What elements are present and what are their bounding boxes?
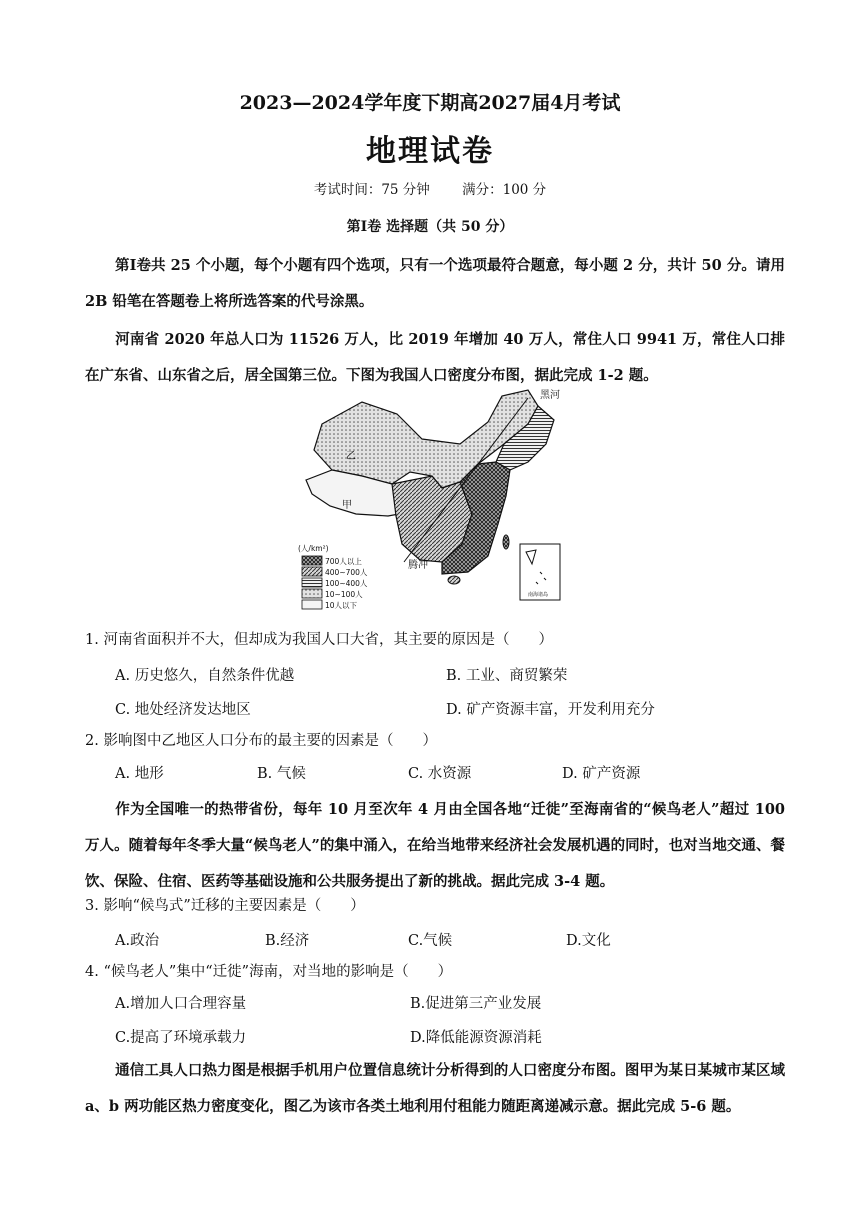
question-4-option-d: D.降低能源资源消耗	[410, 1030, 542, 1046]
intro-paragraph-2	[85, 792, 785, 900]
intro-text-1: 河南省 2020 年总人口为 11526 万人，比 2019 年增加 40 万人，常住人口 9941 万，常住人口排在广东省、山东省之后，居全国第三位。下图为我国人口密度分布图，据此完成 1-2 题。	[85, 331, 785, 384]
question-3-option-a: A.政治	[115, 933, 160, 949]
instructions-text: 第Ⅰ卷共 25 个小题，每个小题有四个选项，只有一个选项最符合题意，每小题 2 分，共计 50 分。请用 2B 铅笔在答题卷上将所选答案的代号涂黑。	[85, 257, 785, 310]
exam-meta	[0, 178, 860, 198]
question-4-option-a: A.增加人口合理容量	[115, 996, 247, 1012]
exam-title: 地理试卷	[366, 134, 494, 169]
legend-title: (人/km²)	[298, 544, 329, 553]
legend-item-2: 400~700人	[325, 568, 368, 577]
inset-label: 南海诸岛	[528, 592, 549, 598]
question-3-option-c: C.气候	[408, 933, 453, 949]
intro-paragraph-3	[85, 1053, 785, 1125]
map-label-tengchong: 腾冲	[408, 560, 428, 571]
intro-text-3: 通信工具人口热力图是根据手机用户位置信息统计分析得到的人口密度分布图。图甲为某日某城市某区域 a、b 两功能区热力密度变化，图乙为该市各类土地利用付租能力随距离递减示意。据此完成 5-6 题。	[85, 1062, 785, 1115]
question-1-option-c: C. 地处经济发达地区	[115, 702, 251, 718]
question-1-option-b: B. 工业、商贸繁荣	[446, 668, 568, 684]
legend-item-5: 10人以下	[325, 601, 358, 610]
question-1-stem: 1. 河南省面积并不大，但却成为我国人口大省，其主要的原因是（ ）	[85, 632, 553, 648]
question-2-option-d: D. 矿产资源	[562, 766, 641, 782]
question-2-option-a: A. 地形	[115, 766, 164, 782]
exam-time: 考试时间：75 分钟	[313, 182, 430, 198]
question-2-option-b: B. 气候	[257, 766, 306, 782]
question-4-stem: 4. “候鸟老人”集中“迁徙”海南，对当地的影响是（ ）	[85, 964, 453, 980]
question-4-option-c: C.提高了环境承载力	[115, 1030, 247, 1046]
question-3-stem: 3. 影响“候鸟式”迁移的主要因素是（ ）	[85, 898, 365, 914]
intro-text-2: 作为全国唯一的热带省份，每年 10 月至次年 4 月由全国各地“迁徙”至海南省的“候鸟老人”超过 100 万人。随着每年冬季大量“候鸟老人”的集中涌入，在给当地带来经济社会发展机遇的同时，也对当地交通、餐饮、保险、住宿、医药等基础设施和公共服务提出了新的挑战。据此完成 3-4 题。	[85, 801, 785, 890]
question-1-option-d: D. 矿产资源丰富，开发利用充分	[446, 702, 655, 718]
population-density-map	[292, 384, 564, 616]
question-3-option-d: D.文化	[566, 933, 611, 949]
question-2-option-c: C. 水资源	[408, 766, 472, 782]
legend-item-3: 100~400人	[325, 579, 368, 588]
legend-item-1: 700人以上	[325, 557, 362, 566]
map-label-yi: 乙	[346, 451, 356, 462]
map-label-jia: 甲	[342, 500, 352, 511]
section-title: 第Ⅰ卷 选择题（共 50 分）	[346, 219, 514, 235]
map-label-heihe: 黑河	[540, 390, 560, 401]
exam-header: 2023—2024学年度下期高2027届4月考试	[239, 92, 621, 114]
question-4-option-b: B.促进第三产业发展	[410, 996, 542, 1012]
instructions-paragraph	[85, 248, 785, 320]
exam-score: 满分：100 分	[462, 182, 547, 198]
legend-item-4: 10~100人	[325, 590, 363, 599]
question-2-stem: 2. 影响图中乙地区人口分布的最主要的因素是（ ）	[85, 733, 437, 749]
question-3-option-b: B.经济	[265, 933, 310, 949]
question-1-option-a: A. 历史悠久，自然条件优越	[115, 668, 295, 684]
